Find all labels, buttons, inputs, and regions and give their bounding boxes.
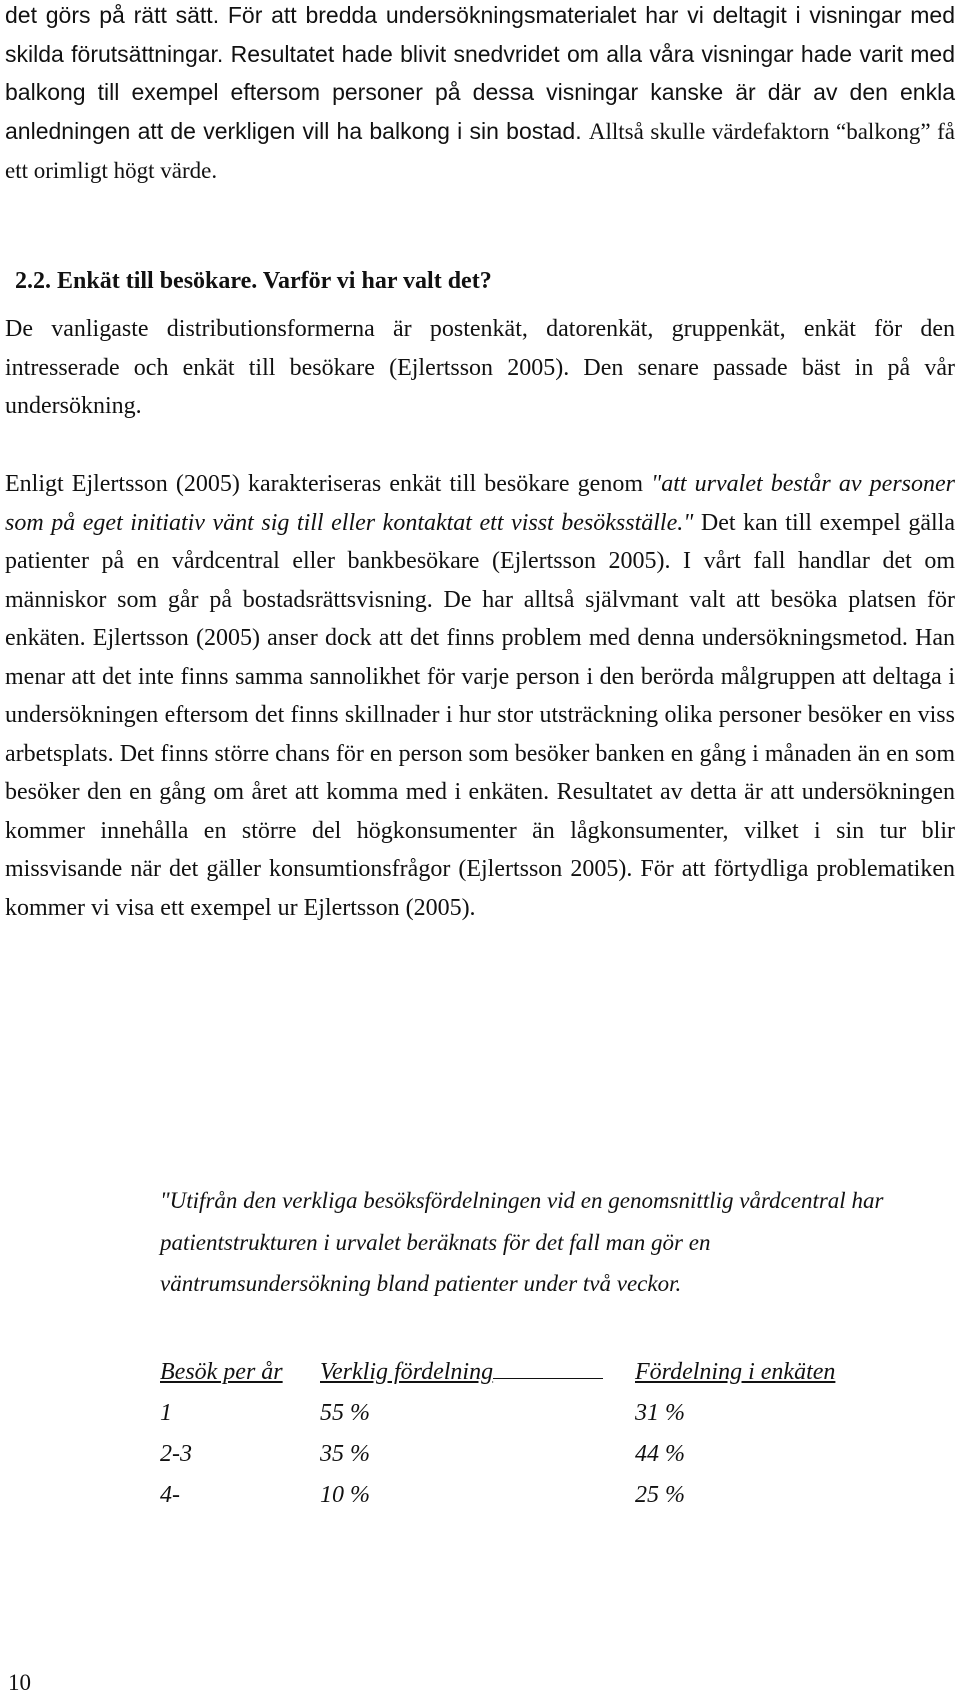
table-cell: 4- [160,1482,180,1508]
block-quote: "Utifrån den verkliga besöksfördelningen vid en genomsnittlig vårdcentral har patientstrukturen i urvalet beräknats för det fall man gör en väntrumsundersökning bland patienter under två veckor. [160,1188,884,1296]
intro-paragraph [5,0,955,191]
table-header-row [160,1352,865,1393]
table-cell: 10 % [320,1482,370,1508]
header-actual [320,1352,635,1393]
header-survey: Fördelning i enkäten [635,1359,836,1385]
table-cell: 35 % [320,1441,370,1467]
table-cell: 55 % [320,1400,370,1426]
table-cell: 1 [160,1400,172,1426]
header-visits: Besök per år [160,1359,283,1385]
table-row [160,1475,865,1516]
p3-quoted-text: "att urvalet består av personer som på eget initiativ vänt sig till eller kontaktat ett visst besöksställe." [5,471,955,536]
p3-start-text: Enligt Ejlertsson (2005) karakteriseras enkät till besökare genom [5,471,652,497]
intro-serif-text: Alltså skulle värdefaktorn “balkong” få ett orimligt högt värde. [5,118,955,183]
table-row [160,1434,865,1475]
header-actual-label: Verklig fördelning [320,1359,494,1385]
table-cell: 25 % [635,1482,685,1508]
paragraph-distribution-forms: De vanligaste distributionsformerna är postenkät, datorenkät, gruppenkät, enkät för den intresserade och enkät till besökare (Ejlertsson 2005). Den senare passade bäst in på vår undersökning. [5,316,955,419]
table-cell: 2-3 [160,1441,192,1467]
intro-sans-text: det görs på rätt sätt. För att bredda undersökningsmaterialet har vi deltagit i visningar med skilda förutsättningar. Resultatet hade blivit snedvridet om alla våra visningar hade varit med balkong till exempel eftersom personer på dessa visningar kanske är där av den enkla anledningen att de verkligen vill ha balkong i sin bostad. [5,2,955,144]
table-row [160,1393,865,1434]
p3-rest-text: Det kan till exempel gälla patienter på en vårdcentral eller bankbesökare (Ejlertsson 2005). I vårt fall handlar det om människor som går på bostadsrättsvisning. De har alltså självmant valt att besöka platsen för enkäten. Ejlertsson (2005) anser dock att det finns problem med denna undersökningsmetod. Han menar att det inte finns samma sannolikhet för varje person i den berörda målgruppen att deltaga i undersökningen eftersom det finns skillnader i hur stor utsträckning olika personer besöker en viss arbetsplats. Det finns större chans för en person som besöker banken en gång i månaden än en som besöker den en gång om året att komma med i enkäten. Resultatet av detta är att undersökningen kommer innehålla en större del högkonsumenter än lågkonsumenter, vilket i sin tur blir missvisande när det gäller konsumtionsfrågor (Ejlertsson 2005). För att förtydliga problematiken kommer vi visa ett exempel ur Ejlertsson (2005). [5,509,955,921]
header-underline-rule [493,1377,603,1379]
page-number: 10 [8,1670,31,1695]
section-heading: 2.2. Enkät till besökare. Varför vi har valt det? [15,268,492,294]
table-cell: 31 % [635,1400,685,1426]
distribution-table [160,1352,865,1516]
table-cell: 44 % [635,1441,685,1467]
paragraph-ejlertsson [5,465,955,927]
